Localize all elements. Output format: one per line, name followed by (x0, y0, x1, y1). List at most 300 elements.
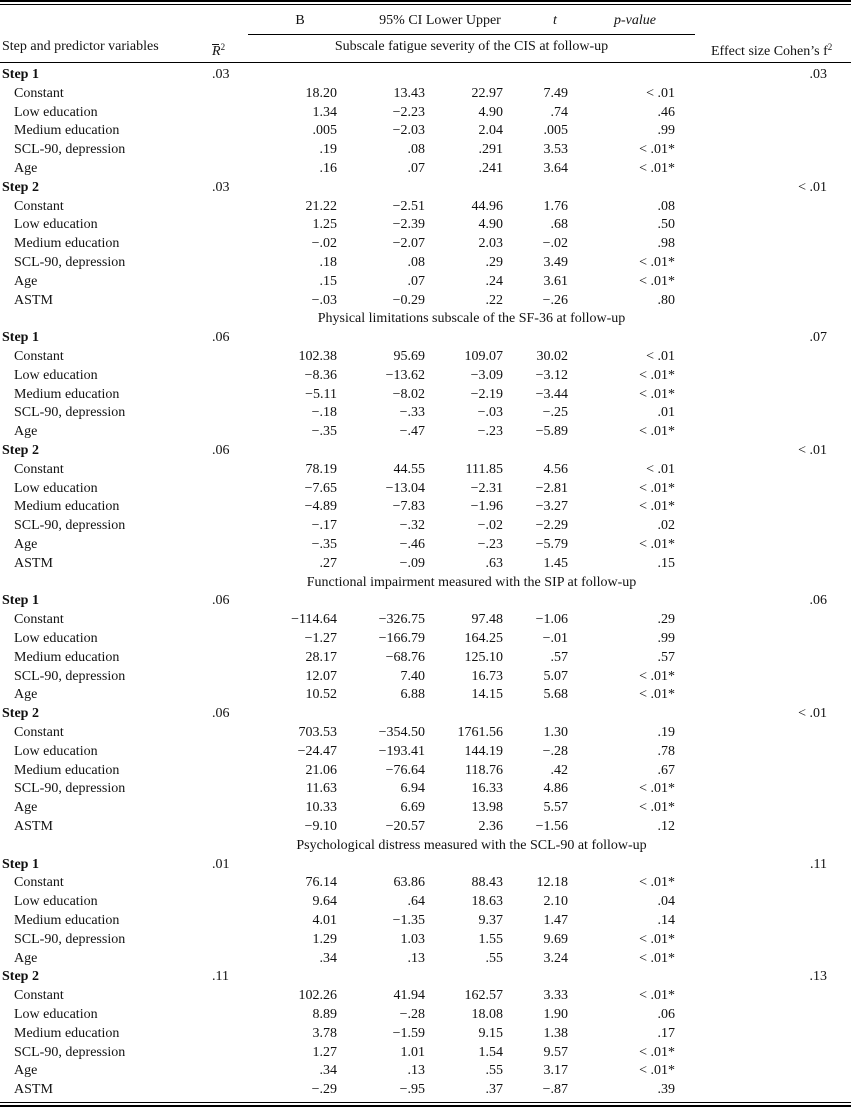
predictor-name: Age (14, 273, 38, 289)
coef-b: 21.06 (305, 762, 337, 778)
t-value: 1.45 (543, 555, 568, 571)
t-value: 2.10 (543, 894, 568, 910)
p-value: < .01* (639, 875, 675, 891)
coef-b: .34 (319, 950, 337, 966)
header-p: p-value (614, 13, 656, 28)
p-value: .39 (657, 1082, 675, 1098)
t-value: 1.90 (543, 1007, 568, 1022)
coef-b: −.35 (311, 537, 337, 552)
predictor-name: Medium education (14, 649, 120, 665)
predictor-name: Medium education (14, 386, 120, 402)
p-value: < .01 (646, 461, 675, 477)
ci-lower: −13.62 (385, 367, 425, 383)
step-r2-value: .06 (212, 330, 230, 346)
header-b: B (295, 13, 305, 28)
coef-b: −.29 (311, 1082, 337, 1098)
coef-b: −24.47 (297, 743, 337, 759)
ci-lower: −0.29 (392, 292, 425, 308)
coef-b: −1.27 (304, 631, 337, 646)
t-value: 3.53 (543, 142, 568, 158)
header-effect (711, 38, 832, 61)
t-value: 1.47 (543, 913, 568, 928)
ci-upper: 125.10 (464, 649, 503, 665)
header-effect-label: Effect size Cohen’s f (711, 44, 828, 59)
section-title-0: Subscale fatigue severity of the CIS at follow-up (334, 39, 609, 54)
coef-b: −.03 (311, 292, 337, 308)
predictor-name: SCL-90, depression (14, 405, 126, 421)
predictor-name: SCL-90, depression (14, 518, 126, 534)
p-value: < .01* (639, 1063, 675, 1079)
coef-b: 18.20 (305, 85, 337, 101)
ci-upper: 109.07 (464, 349, 503, 364)
ci-upper: 18.08 (471, 1007, 503, 1022)
ci-upper: 2.04 (478, 123, 503, 139)
ci-upper: 16.33 (471, 781, 503, 797)
t-value: −5.89 (535, 424, 568, 440)
t-value: −.25 (542, 405, 568, 421)
coef-b: 28.17 (305, 649, 337, 665)
ci-lower: −13.04 (385, 480, 425, 496)
ci-upper: −.23 (477, 537, 503, 552)
predictor-name: Medium education (14, 499, 120, 515)
t-value: −3.12 (535, 367, 568, 383)
header-t: t (553, 13, 557, 28)
predictor-name: Low education (14, 217, 98, 233)
p-value: .46 (657, 104, 675, 120)
ci-upper: 2.03 (478, 236, 503, 252)
ci-lower: −2.07 (392, 236, 425, 252)
ci-upper: 1761.56 (457, 725, 503, 740)
ci-lower: .08 (407, 142, 425, 158)
section-title-2: Functional impairment measured with the SIP at follow-up (306, 574, 637, 590)
coef-b: 102.38 (298, 349, 337, 364)
p-value: .04 (657, 894, 675, 910)
ci-upper: 97.48 (471, 612, 503, 628)
p-value: < .01* (639, 781, 675, 797)
coef-b: 78.19 (305, 461, 337, 477)
coef-b: .34 (319, 1063, 337, 1079)
step-label: Step 2 (2, 443, 39, 458)
ci-upper: 22.97 (471, 85, 503, 101)
ci-lower: −326.75 (378, 612, 425, 628)
ci-lower: −.32 (399, 518, 425, 534)
predictor-name: Age (14, 687, 38, 703)
step-effect-size: < .01 (798, 706, 827, 722)
ci-upper: −2.19 (470, 386, 503, 402)
ci-lower: −2.51 (392, 198, 425, 214)
predictor-name: Medium education (14, 762, 120, 778)
ci-lower: −.46 (399, 537, 425, 552)
predictor-name: SCL-90, depression (14, 255, 126, 270)
p-value: < .01* (639, 142, 675, 158)
ci-upper: .24 (485, 273, 503, 289)
p-value: < .01* (639, 950, 675, 966)
ci-upper: −.23 (477, 424, 503, 440)
predictor-name: SCL-90, depression (14, 1044, 126, 1060)
ci-upper: 2.36 (478, 819, 503, 834)
step-effect-size: .06 (809, 593, 827, 609)
ci-lower: −.95 (399, 1082, 425, 1098)
coef-b: .15 (319, 273, 337, 289)
t-value: .68 (550, 217, 568, 233)
ci-upper: −.03 (477, 405, 503, 421)
predictor-name: Constant (14, 461, 64, 477)
p-value: < .01* (639, 988, 675, 1004)
coef-b: .005 (312, 123, 337, 139)
p-value: < .01* (639, 386, 675, 402)
ci-lower: 1.01 (400, 1044, 425, 1060)
ci-upper: 13.98 (471, 800, 503, 816)
step-label: Step 1 (2, 330, 39, 346)
step-r2-value: .03 (212, 67, 230, 82)
coef-b: 1.34 (312, 104, 337, 120)
ci-upper: .29 (485, 255, 503, 270)
ci-upper: 162.57 (464, 988, 503, 1004)
ci-lower: 6.88 (400, 687, 425, 703)
t-value: −2.29 (535, 518, 568, 534)
p-value: .99 (657, 123, 675, 139)
p-value: < .01* (639, 273, 675, 289)
t-value: −2.81 (535, 480, 568, 496)
step-effect-size: .13 (809, 969, 827, 985)
coef-b: 11.63 (306, 781, 337, 797)
ci-upper: 118.76 (465, 762, 503, 778)
t-value: −1.06 (535, 612, 568, 628)
table-top-rule (0, 0, 851, 2)
coef-b: −9.10 (304, 819, 337, 834)
t-value: 3.33 (543, 988, 568, 1004)
p-value: .57 (657, 649, 675, 665)
ci-lower: −76.64 (385, 762, 425, 778)
ci-upper: .291 (478, 142, 503, 158)
t-value: 5.68 (543, 687, 568, 703)
p-value: .02 (657, 518, 675, 534)
ci-lower: .64 (407, 894, 425, 910)
ci-lower: −2.23 (392, 104, 425, 120)
coef-b: −114.64 (291, 612, 337, 628)
ci-lower: −166.79 (378, 631, 425, 646)
t-value: 9.69 (543, 931, 568, 947)
step-effect-size: .11 (810, 856, 827, 872)
p-value: .17 (657, 1025, 675, 1041)
header-bottom-rule (0, 62, 851, 63)
t-value: 5.07 (543, 668, 568, 684)
step-r2-value: .11 (212, 969, 229, 985)
predictor-name: Age (14, 950, 38, 966)
coef-b: 703.53 (298, 725, 337, 740)
p-value: < .01* (639, 480, 675, 496)
table-top-rule-thin (0, 4, 851, 5)
coef-b: −7.65 (304, 480, 337, 496)
header-r2-letter: R (212, 44, 221, 59)
predictor-name: ASTM (14, 819, 53, 834)
coef-b: 4.01 (312, 913, 337, 928)
predictor-name: Age (14, 537, 38, 552)
predictor-name: Low education (14, 367, 98, 383)
predictor-name: Age (14, 424, 38, 440)
t-value: 3.24 (543, 950, 568, 966)
predictor-name: Constant (14, 988, 64, 1004)
coef-b: .18 (319, 255, 337, 270)
t-value: 3.49 (543, 255, 568, 270)
t-value: 4.56 (543, 461, 568, 477)
predictor-name: ASTM (14, 555, 53, 571)
ci-lower: 6.94 (400, 781, 425, 797)
t-value: −1.56 (535, 819, 568, 834)
ci-lower: −2.39 (392, 217, 425, 233)
t-value: −3.27 (535, 499, 568, 515)
predictor-name: Low education (14, 480, 98, 496)
section-title-3: Psychological distress measured with the SCL-90 at follow-up (296, 837, 647, 853)
predictor-name: SCL-90, depression (14, 781, 126, 797)
p-value: < .01* (639, 255, 675, 270)
predictor-name: SCL-90, depression (14, 142, 126, 158)
p-value: < .01* (639, 1044, 675, 1060)
header-r2 (212, 38, 225, 61)
p-value: < .01* (639, 499, 675, 515)
predictor-name: ASTM (14, 292, 53, 308)
ci-upper: 4.90 (478, 104, 503, 120)
ci-lower: −.47 (399, 424, 425, 440)
step-label: Step 1 (2, 67, 39, 82)
t-value: 1.76 (543, 198, 568, 214)
table-bottom-rule (0, 1105, 851, 1107)
t-value: 4.86 (543, 781, 568, 797)
ci-upper: 88.43 (471, 875, 503, 891)
t-value: 7.49 (543, 85, 568, 101)
t-value: 3.17 (543, 1063, 568, 1079)
ci-lower: .13 (407, 1063, 425, 1079)
predictor-name: Medium education (14, 913, 120, 928)
t-value: −3.44 (535, 386, 568, 402)
section-title-1: Physical limitations subscale of the SF-36 at follow-up (317, 311, 626, 327)
t-value: .74 (550, 104, 568, 120)
coef-b: 8.89 (312, 1007, 337, 1022)
step-label: Step 2 (2, 706, 39, 722)
ci-upper: 111.85 (465, 461, 503, 477)
t-value: 12.18 (536, 875, 568, 891)
coef-b: 3.78 (312, 1025, 337, 1041)
header-r2-sup: 2 (220, 42, 226, 52)
ci-lower: −.33 (399, 405, 425, 421)
p-value: < .01* (639, 668, 675, 684)
coef-b: 9.64 (312, 894, 337, 910)
t-value: 3.64 (543, 161, 568, 176)
ci-upper: 144.19 (464, 743, 503, 759)
predictor-name: Age (14, 800, 38, 816)
t-value: 5.57 (543, 800, 568, 816)
ci-lower: 63.86 (393, 875, 425, 891)
predictor-name: Constant (14, 198, 64, 214)
t-value: −5.79 (535, 537, 568, 552)
coef-b: 76.14 (305, 875, 337, 891)
t-value: −.28 (542, 743, 568, 759)
predictor-name: Constant (14, 725, 64, 740)
ci-lower: −354.50 (378, 725, 425, 740)
ci-lower: −7.83 (392, 499, 425, 515)
p-value: < .01* (639, 800, 675, 816)
step-effect-size: < .01 (798, 443, 827, 458)
ci-upper: .22 (485, 292, 503, 308)
ci-lower: 7.40 (400, 668, 425, 684)
ci-lower: .13 (407, 950, 425, 966)
ci-lower: −2.03 (392, 123, 425, 139)
coef-b: −.18 (311, 405, 337, 421)
coef-b: −4.89 (304, 499, 337, 515)
ci-upper: .55 (485, 1063, 503, 1079)
predictor-name: Constant (14, 875, 64, 891)
p-value: < .01* (639, 931, 675, 947)
predictor-name: Medium education (14, 236, 120, 252)
predictor-name: Age (14, 161, 38, 176)
p-value: .15 (657, 555, 675, 571)
p-value: .67 (657, 762, 675, 778)
table-bottom-rule-thin (0, 1102, 851, 1103)
p-value: .06 (657, 1007, 675, 1022)
t-value: −.26 (542, 292, 568, 308)
ci-lower: 41.94 (393, 988, 425, 1004)
coef-b: −5.11 (305, 386, 337, 402)
ci-upper: 4.90 (478, 217, 503, 233)
t-value: 30.02 (536, 349, 568, 364)
p-value: .50 (657, 217, 675, 233)
p-value: .08 (657, 198, 675, 214)
predictor-name: SCL-90, depression (14, 668, 126, 684)
ci-lower: −20.57 (385, 819, 425, 834)
ci-upper: 14.15 (471, 687, 503, 703)
predictor-name: Constant (14, 349, 64, 364)
step-r2-value: .06 (212, 443, 230, 458)
p-value: .01 (657, 405, 675, 421)
t-value: .42 (550, 762, 568, 778)
predictor-name: ASTM (14, 1082, 53, 1098)
ci-upper: 16.73 (471, 668, 503, 684)
ci-upper: 18.63 (471, 894, 503, 910)
ci-upper: 44.96 (471, 198, 503, 214)
step-label: Step 1 (2, 856, 39, 872)
ci-lower: .08 (407, 255, 425, 270)
coef-b: 21.22 (305, 198, 337, 214)
predictor-name: Low education (14, 1007, 98, 1022)
predictor-name: Medium education (14, 1025, 120, 1041)
step-effect-size: .03 (809, 67, 827, 82)
ci-upper: 9.15 (478, 1025, 503, 1041)
t-value: 1.38 (543, 1025, 568, 1041)
coef-b: −.02 (311, 236, 337, 252)
p-value: .80 (657, 292, 675, 308)
ci-upper: .63 (485, 555, 503, 571)
p-value: < .01 (646, 349, 675, 364)
p-value: < .01* (639, 537, 675, 552)
predictor-name: Low education (14, 894, 98, 910)
predictor-name: Constant (14, 612, 64, 628)
coef-b: 102.26 (298, 988, 337, 1004)
predictor-name: Age (14, 1063, 38, 1079)
t-value: 3.61 (543, 273, 568, 289)
t-value: −.01 (542, 631, 568, 646)
ci-lower: −1.35 (392, 913, 425, 928)
t-value: .57 (550, 649, 568, 665)
ci-lower: 6.69 (400, 800, 425, 816)
p-value: < .01 (646, 85, 675, 101)
p-value: < .01* (639, 687, 675, 703)
p-value: .12 (657, 819, 675, 834)
p-value: .99 (657, 631, 675, 646)
ci-upper: −.02 (477, 518, 503, 534)
coef-b: 1.27 (312, 1044, 337, 1060)
header-effect-sup: 2 (827, 42, 833, 52)
p-value: .78 (657, 743, 675, 759)
ci-upper: −1.96 (470, 499, 503, 515)
ci-lower: −.09 (399, 555, 425, 571)
ci-lower: −68.76 (385, 649, 425, 665)
ci-upper: 164.25 (464, 631, 503, 646)
t-value: −.87 (542, 1082, 568, 1098)
step-effect-size: < .01 (798, 179, 827, 195)
t-value: 1.30 (543, 725, 568, 740)
predictor-name: Low education (14, 631, 98, 646)
step-label: Step 2 (2, 969, 39, 985)
ci-upper: .37 (485, 1082, 503, 1098)
step-r2-value: .01 (212, 856, 230, 872)
header-stats-rule (248, 34, 695, 35)
header-step-predictor: Step and predictor variables (2, 39, 159, 54)
ci-lower: 1.03 (400, 931, 425, 947)
coef-b: 1.29 (312, 931, 337, 947)
p-value: < .01* (639, 367, 675, 383)
predictor-name: Low education (14, 104, 98, 120)
ci-lower: −1.59 (392, 1025, 425, 1041)
ci-upper: −3.09 (470, 367, 503, 383)
coef-b: 1.25 (312, 217, 337, 233)
ci-upper: −2.31 (470, 480, 503, 496)
step-effect-size: .07 (809, 330, 827, 346)
coef-b: .16 (319, 161, 337, 176)
ci-lower: 13.43 (393, 85, 425, 101)
predictor-name: Medium education (14, 123, 120, 139)
step-r2-value: .06 (212, 593, 230, 609)
coef-b: 10.52 (305, 687, 337, 703)
coef-b: .19 (319, 142, 337, 158)
predictor-name: Constant (14, 85, 64, 101)
predictor-name: Low education (14, 743, 98, 759)
p-value: .19 (657, 725, 675, 740)
t-value: .005 (543, 123, 568, 139)
coef-b: 10.33 (305, 800, 337, 816)
ci-lower: −.28 (399, 1007, 425, 1022)
coef-b: −.35 (311, 424, 337, 440)
ci-upper: .241 (478, 161, 503, 176)
step-label: Step 2 (2, 179, 39, 195)
t-value: −.02 (542, 236, 568, 252)
coef-b: 12.07 (305, 668, 337, 684)
coef-b: −8.36 (304, 367, 337, 383)
ci-lower: .07 (407, 161, 425, 176)
ci-lower: .07 (407, 273, 425, 289)
coef-b: −.17 (311, 518, 337, 534)
p-value: < .01* (639, 161, 675, 176)
p-value: < .01* (639, 424, 675, 440)
ci-lower: 95.69 (393, 349, 425, 364)
ci-upper: 9.37 (478, 913, 503, 928)
p-value: .98 (657, 236, 675, 252)
ci-upper: 1.55 (478, 931, 503, 947)
step-r2-value: .03 (212, 179, 230, 195)
coef-b: .27 (319, 555, 337, 571)
predictor-name: SCL-90, depression (14, 931, 126, 947)
t-value: 9.57 (543, 1044, 568, 1060)
ci-lower: −193.41 (378, 743, 425, 759)
